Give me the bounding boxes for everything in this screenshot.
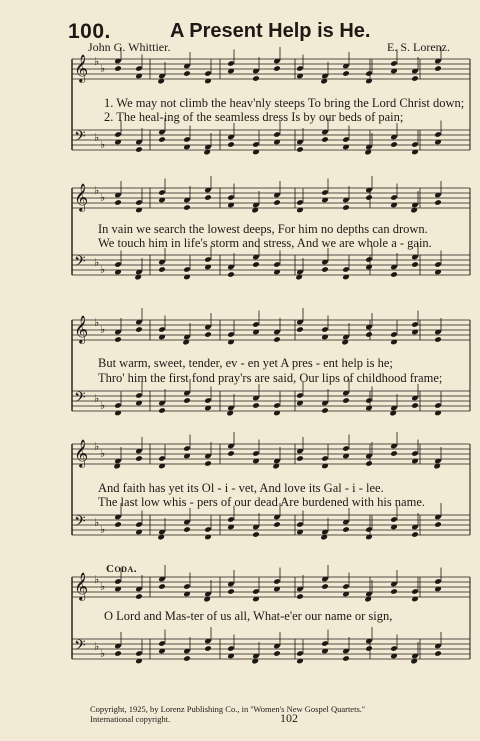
svg-text:𝄞: 𝄞 (74, 183, 89, 211)
svg-text:𝄞: 𝄞 (74, 572, 89, 600)
svg-text:♭: ♭ (94, 573, 100, 586)
lyric-line-verse1-c: But warm, sweet, tender, ev - en yet A pres - ent help is he; (98, 356, 393, 370)
lyric-line-verse1-d: And faith has yet its Ol - i - vet, And love its Gal - i - lee. (98, 481, 384, 495)
svg-text:♭: ♭ (100, 263, 106, 276)
lyric-line-coda: O Lord and Mas-ter of us all, What-e'er our name or sign, (104, 609, 393, 623)
svg-text:♭: ♭ (100, 447, 106, 460)
svg-text:♭: ♭ (100, 323, 106, 336)
svg-text:♭: ♭ (100, 191, 106, 204)
svg-text:♭: ♭ (100, 62, 106, 75)
svg-text:♭: ♭ (94, 316, 100, 329)
svg-text:♭: ♭ (94, 256, 100, 269)
page-number: 102 (280, 711, 298, 725)
lyric-line-verse2-d: The last low whis - pers of our dead Are burdened with his name. (98, 495, 426, 509)
lyric-line-verse2-b: We touch him in life's storm and stress, And we are whole a - gain. (98, 236, 432, 250)
copyright-notice: Copyright, 1925, by Lorenz Publishing Co., in ''Women's New Gospel Quartets.'' (90, 704, 365, 714)
svg-text:♭: ♭ (94, 640, 100, 653)
svg-text:♭: ♭ (94, 131, 100, 144)
music-credit: E. S. Lorenz. (387, 40, 450, 54)
svg-text:𝄢: 𝄢 (74, 389, 86, 410)
svg-text:𝄢: 𝄢 (74, 128, 86, 149)
international-copyright: International copyright. (90, 714, 171, 724)
hymn-number: 100. (68, 20, 111, 43)
svg-text:♭: ♭ (100, 399, 106, 412)
svg-text:♭: ♭ (94, 55, 100, 68)
lyric-line-verse1-b: In vain we search the lowest deeps, For him no depths can drown. (98, 222, 428, 236)
svg-text:♭: ♭ (100, 580, 106, 593)
svg-text:♭: ♭ (94, 440, 100, 453)
svg-text:♭: ♭ (100, 138, 106, 151)
lyric-line-verse2-c: Thro' him the first fond pray'rs are said, Our lips of childhood frame; (98, 371, 443, 385)
svg-text:𝄢: 𝄢 (74, 637, 86, 658)
hymn-title: A Present Help is He. (170, 20, 371, 42)
svg-text:𝄢: 𝄢 (74, 253, 86, 274)
coda-label: Coda. (106, 563, 137, 575)
svg-text:𝄞: 𝄞 (74, 439, 89, 467)
svg-text:♭: ♭ (100, 523, 106, 536)
svg-text:♭: ♭ (94, 516, 100, 529)
svg-text:𝄞: 𝄞 (74, 54, 89, 82)
words-credit: John G. Whittier. (88, 40, 171, 54)
lyric-line-verse2-a: 2. The heal-ing of the seamless dress Is by our beds of pain; (104, 110, 404, 124)
svg-text:♭: ♭ (94, 392, 100, 405)
svg-text:𝄢: 𝄢 (74, 513, 86, 534)
svg-text:♭: ♭ (100, 647, 106, 660)
svg-text:𝄞: 𝄞 (74, 315, 89, 343)
svg-text:♭: ♭ (94, 184, 100, 197)
lyric-line-verse1-a: 1. We may not climb the heav'nly steeps To bring the Lord Christ down; (104, 96, 465, 110)
